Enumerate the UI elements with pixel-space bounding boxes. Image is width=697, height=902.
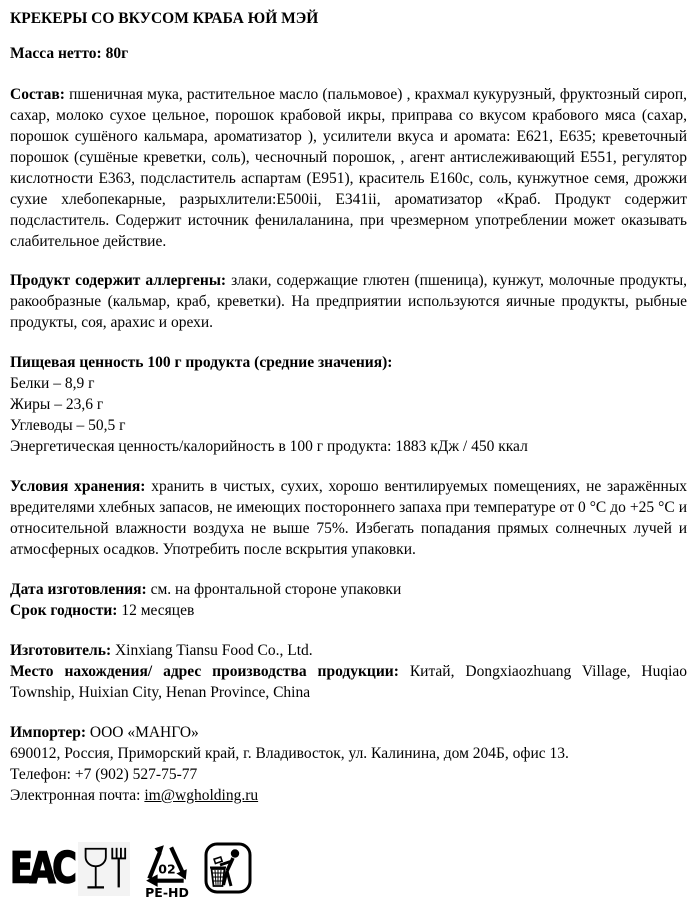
production-address-text: Китай, Dongxiaozhuang Village, Huqiao Township, Huixian City, Henan Province, China [10, 663, 688, 701]
manufacturer-line [10, 640, 687, 661]
email-label: Электронная почта: [10, 787, 141, 804]
production-date-label: Дата изготовления: [10, 581, 147, 598]
composition-text: пшеничная мука, растительное масло (пальмовое) , крахмал кукурузный, фруктозный сироп, сахар, молоко сухое цельное, порошок крабовой икры, приправа со вкусом крабового мяса (сахар, порошок сушёного кальмара, ароматизатор ), усилители вкуса и аромата: Е621, Е635; креветочный порошок (сушёные креветки, соль), чесночный порошок, , агент антислеживающий Е551, регулятор кислотности Е363, подсластитель аспартам (Е951), краситель Е160с, соль, кунжутное семя, дрожжи сухие хлебопекарные, разрыхлители:Е500ii, Е341ii, ароматизатор «Краб. Продукт содержит подсластитель. Содержит источник фенилаланина, при чрезмерном употреблении может оказывать слабительное действие. [10, 86, 687, 250]
importer-block [10, 722, 687, 806]
composition-label: Состав: [10, 86, 65, 103]
importer-line [10, 722, 687, 743]
nutrition-heading: Пищевая ценность 100 г продукта (средние значения): [10, 354, 393, 371]
eac-mark-icon: EAC [10, 844, 74, 893]
importer-email-line [10, 785, 687, 806]
phone-number: +7 (902) 527-75-77 [74, 766, 198, 783]
allergens-paragraph [10, 270, 687, 333]
storage-label: Условия хранения: [10, 478, 146, 495]
importer-name: ООО «МАНГО» [89, 724, 199, 741]
email-link[interactable]: im@wgholding.ru [144, 787, 259, 804]
importer-label: Импортер: [10, 724, 86, 741]
recycling-mark [142, 842, 192, 899]
nutrition-block [10, 352, 687, 457]
product-title: КРЕКЕРЫ СО ВКУСОМ КРАБА ЮЙ МЭЙ [10, 10, 319, 27]
allergens-label: Продукт содержит аллергены: [10, 272, 227, 289]
importer-phone-line [10, 764, 687, 785]
tidy-man-icon [204, 842, 252, 894]
production-address-label: Место нахождения/ адрес производства продукции: [10, 663, 399, 680]
nutrition-energy: Энергетическая ценность/калорийность в 100 г продукта: 1883 кДж / 450 ккал [10, 438, 528, 455]
tidy-man-mark [204, 842, 252, 894]
nutrition-fat: Жиры – 23,6 г [10, 396, 104, 413]
glass-fork-food-safe-icon [78, 842, 130, 896]
importer-address: 690012, Россия, Приморский край, г. Владивосток, ул. Калинина, дом 204Б, офис 13. [10, 745, 569, 762]
nutrition-carbs: Углеводы – 50,5 г [10, 417, 126, 434]
recycling-mobius-icon [142, 842, 192, 886]
nutrition-protein: Белки – 8,9 г [10, 375, 95, 392]
dates-block [10, 579, 687, 621]
net-weight: Масса нетто: 80г [10, 45, 129, 62]
shelf-life-text: 12 месяцев [121, 602, 195, 619]
manufacturer-block [10, 640, 687, 703]
production-address-line [10, 661, 687, 703]
production-date-line [10, 579, 687, 600]
recycling-code-text: 02 [158, 861, 176, 877]
storage-paragraph [10, 476, 687, 560]
composition-paragraph [10, 84, 687, 252]
manufacturer-text: Xinxiang Tiansu Food Co., Ltd. [114, 642, 313, 659]
manufacturer-label: Изготовитель: [10, 642, 112, 659]
storage-text: хранить в чистых, сухих, хорошо вентилируемых помещениях, не заражённых вредителями хлебных запасов, не имеющих постороннего запаха при температуре от 0 °С до +25 °С и относительной влажности воздуха не выше 75%. Избегать попадания прямых солнечных лучей и атмосферных осадков. Употребить после вскрытия упаковки. [10, 478, 688, 558]
recycling-material-text: PE-HD [145, 885, 189, 900]
certification-marks-row [10, 842, 687, 902]
glass-fork-icon [81, 844, 127, 894]
production-date-text: см. на фронтальной стороне упаковки [150, 581, 402, 598]
allergens-text: злаки, содержащие глютен (пшеница), кунжут, молочные продукты, ракообразные (кальмар, краб, креветки). На предприятии используются яичные продукты, рыбные продукты, соя, арахис и орехи. [10, 272, 687, 331]
shelf-life-label: Срок годности: [10, 602, 118, 619]
phone-label: Телефон: [10, 766, 71, 783]
shelf-life-line [10, 600, 687, 621]
